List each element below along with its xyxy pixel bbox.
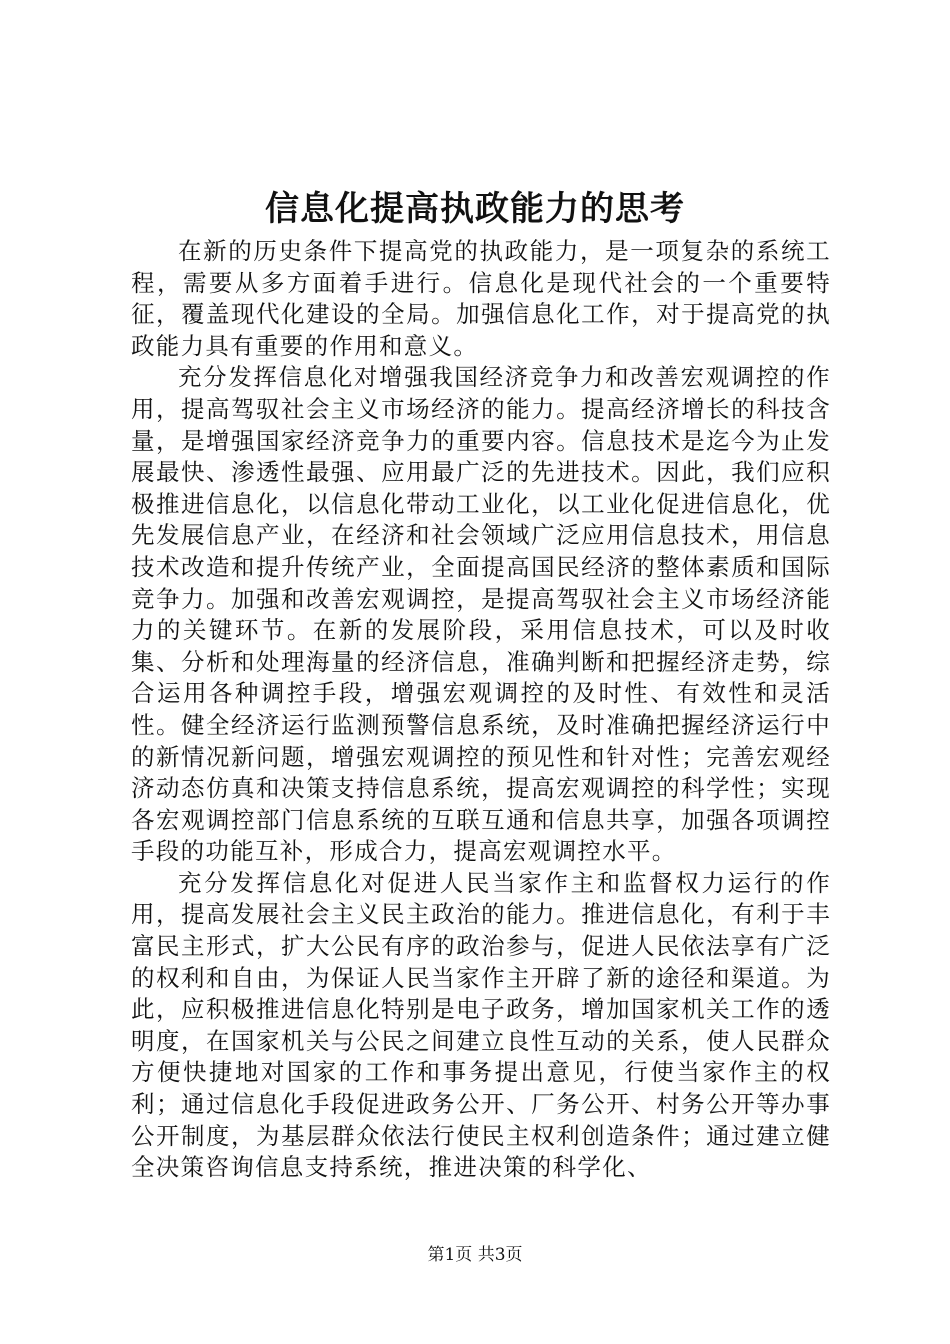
document-title: 信息化提高执政能力的思考 bbox=[265, 189, 685, 229]
document-body bbox=[131, 236, 831, 1184]
paragraph-democracy: 充分发挥信息化对促进人民当家作主和监督权力运行的作用，提高发展社会主义民主政治的能力。推进信息化，有利于丰富民主形式，扩大公民有序的政治参与，促进人民依法享有广泛的权利和自由，为保证人民当家作主开辟了新的途径和渠道。为此，应积极推进信息化特别是电子政务，增加国家机关工作的透明度，在国家机关与公民之间建立良性互动的关系，使人民群众方便快捷地对国家的工作和事务提出意见，行使当家作主的权利；通过信息化手段促进政务公开、厂务公开、村务公开等办事公开制度，为基层群众依法行使民主权利创造条件；通过建立健全决策咨询信息支持系统，推进决策的科学化、 bbox=[131, 868, 831, 1182]
paragraph-intro: 在新的历史条件下提高党的执政能力，是一项复杂的系统工程，需要从多方面着手进行。信息化是现代社会的一个重要特征，覆盖现代化建设的全局。加强信息化工作，对于提高党的执政能力具有重要的作用和意义。 bbox=[131, 237, 831, 360]
paragraph-economy: 充分发挥信息化对增强我国经济竞争力和改善宏观调控的作用，提高驾驭社会主义市场经济的能力。提高经济增长的科技含量，是增强国家经济竞争力的重要内容。信息技术是迄今为止发展最快、渗透性最强、应用最广泛的先进技术。因此，我们应积极推进信息化，以信息化带动工业化，以工业化促进信息化，优先发展信息产业，在经济和社会领域广泛应用信息技术，用信息技术改造和提升传统产业，全面提高国民经济的整体素质和国际竞争力。加强和改善宏观调控，是提高驾驭社会主义市场经济能力的关键环节。在新的发展阶段，采用信息技术，可以及时收集、分析和处理海量的经济信息，准确判断和把握经济走势，综合运用各种调控手段，增强宏观调控的及时性、有效性和灵活性。健全经济运行监测预警信息系统，及时准确把握经济运行中的新情况新问题，增强宏观调控的预见性和针对性；完善宏观经济动态仿真和决策支持信息系统，提高宏观调控的科学性；实现各宏观调控部门信息系统的互联互通和信息共享，加强各项调控手段的功能互补，形成合力，提高宏观调控水平。 bbox=[131, 363, 831, 866]
page-footer: 第1页 共3页 bbox=[427, 1245, 523, 1265]
